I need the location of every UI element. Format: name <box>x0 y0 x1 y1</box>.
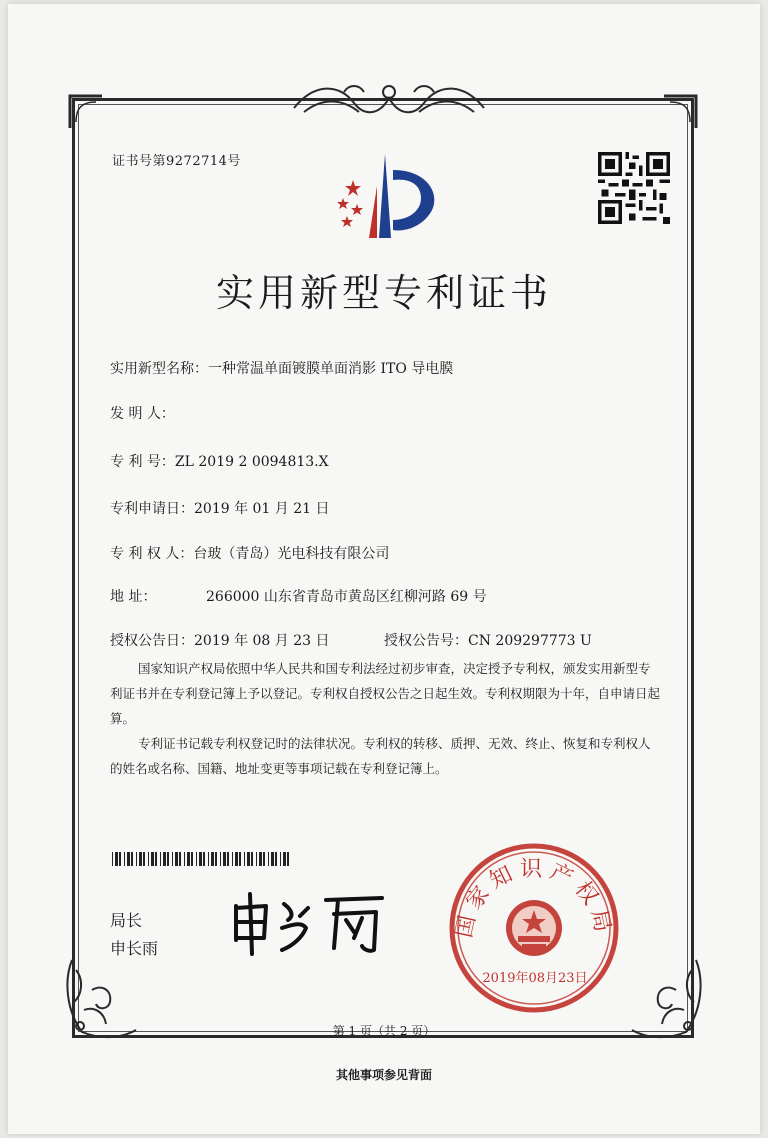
field-label: 专利申请日： <box>110 501 194 517</box>
body-paragraph-2: 专利证书记载专利权登记时的法律状况。专利权的转移、质押、无效、终止、恢复和专利权人的姓名或名称、国籍、地址变更等事项记载在专利登记簿上。 <box>110 736 651 776</box>
certificate-title: 实用新型专利证书 <box>215 271 552 315</box>
field-utility-model-name <box>110 358 453 378</box>
field-address <box>110 586 487 606</box>
field-label: 实用新型名称： <box>110 361 208 377</box>
field-value: 一种常温单面镀膜单面消影 ITO 导电膜 <box>208 361 454 377</box>
page-number: 第 1 页（共 2 页） <box>332 1024 436 1038</box>
director-name: 申长雨 <box>110 939 159 958</box>
field-value: 2019 年 08 月 23 日 <box>194 633 330 649</box>
certificate-number: 证书号第9272714号 <box>112 154 241 169</box>
official-seal <box>446 840 622 1016</box>
director-title: 局长 <box>110 911 143 930</box>
field-value: ZL 2019 2 0094813.X <box>174 454 329 470</box>
field-label: 专 利 权 人： <box>110 546 194 562</box>
barcode-icon <box>112 852 290 866</box>
director-signature <box>222 888 390 960</box>
corner-ornament-top-right <box>660 92 700 132</box>
qr-code-icon <box>598 152 670 224</box>
field-value: 266000 山东省青岛市黄岛区红柳河路 69 号 <box>206 589 487 605</box>
body-paragraph-1: 国家知识产权局依照中华人民共和国专利法经过初步审查，决定授予专利权，颁发实用新型专利证书并在专利登记簿上予以登记。专利权自授权公告之日起生效。专利权期限为十年，自申请日起算。 <box>110 661 661 726</box>
field-label: 授权公告号： <box>384 633 468 649</box>
seal-date: 2019年08月23日 <box>482 971 588 986</box>
field-inventor <box>110 403 175 423</box>
field-grant-publication-number <box>384 630 592 650</box>
field-label: 地 址： <box>110 589 157 605</box>
field-value: CN 209297773 U <box>468 633 592 649</box>
field-grant-date <box>110 630 330 650</box>
field-patentee <box>110 543 389 563</box>
field-patent-number <box>110 451 329 471</box>
field-label: 授权公告日： <box>110 633 194 649</box>
seal-text: 国家知识产权局 <box>451 857 617 941</box>
top-ornament <box>284 78 494 122</box>
field-label: 发 明 人： <box>110 406 175 422</box>
footer-note: 其他事项参见背面 <box>335 1068 432 1082</box>
field-value: 2019 年 01 月 21 日 <box>194 501 330 517</box>
field-filing-date <box>110 498 330 518</box>
national-emblem-icon <box>506 900 562 956</box>
field-label: 专 利 号： <box>110 454 175 470</box>
field-value: 台玻（青岛）光电科技有限公司 <box>193 546 390 562</box>
cnipa-logo-icon <box>333 150 443 242</box>
corner-ornament-top-left <box>66 92 106 132</box>
